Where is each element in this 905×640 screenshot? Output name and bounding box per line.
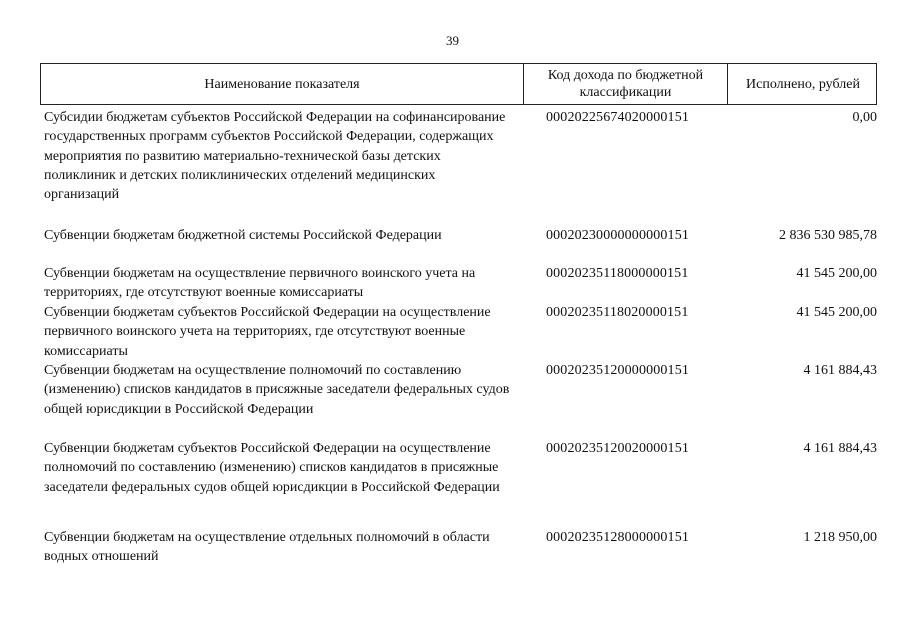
table-header <box>40 63 877 105</box>
row-amount: 4 161 884,43 <box>803 363 877 378</box>
page-number: 39 <box>446 33 459 48</box>
row-name: Субвенции бюджетам на осуществление полномочий по составлению (изменению) списков кандидатов в присяжные заседатели федеральных судов общей юрисдикции в Российской Федерации <box>44 363 510 417</box>
row-amount: 2 836 530 985,78 <box>779 228 877 243</box>
row-name: Субсидии бюджетам субъектов Российской Федерации на софинансирование государственных программ субъектов Российской Федерации, содержащих мероприятия по развитию материально-технической базы детских поликлиник и детских поликлинических отделений медицинских организаций <box>44 110 506 203</box>
row-code: 00020235120000000151 <box>546 363 689 378</box>
header-code: Код дохода по бюджетной классификации <box>524 64 728 104</box>
row-name: Субвенции бюджетам субъектов Российской Федерации на осуществление полномочий по составлению (изменению) списков кандидатов в присяжные заседатели федеральных судов общей юрисдикции в Российской Федерации <box>44 441 500 495</box>
row-amount: 4 161 884,43 <box>803 441 877 456</box>
row-name: Субвенции бюджетам субъектов Российской Федерации на осуществление первичного воинского учета на территориях, где отсутствуют военные комиссариаты <box>44 305 491 359</box>
row-code: 00020235120020000151 <box>546 441 689 456</box>
row-amount: 41 545 200,00 <box>796 266 877 281</box>
row-code: 00020235118000000151 <box>546 266 689 281</box>
row-amount: 1 218 950,00 <box>803 530 877 545</box>
row-code: 00020230000000000151 <box>546 228 689 243</box>
row-code: 00020235128000000151 <box>546 530 689 545</box>
header-executed: Исполнено, рублей <box>746 76 860 92</box>
row-amount: 41 545 200,00 <box>796 305 877 320</box>
row-name: Субвенции бюджетам на осуществление отдельных полномочий в области водных отношений <box>44 530 490 565</box>
header-name: Наименование показателя <box>41 64 524 104</box>
row-code: 00020235118020000151 <box>546 305 689 320</box>
row-name: Субвенции бюджетам бюджетной системы Российской Федерации <box>44 228 442 243</box>
row-code: 00020225674020000151 <box>546 110 689 125</box>
row-amount: 0,00 <box>852 110 877 125</box>
row-name: Субвенции бюджетам на осуществление первичного воинского учета на территориях, где отсутствуют военные комиссариаты <box>44 266 476 301</box>
